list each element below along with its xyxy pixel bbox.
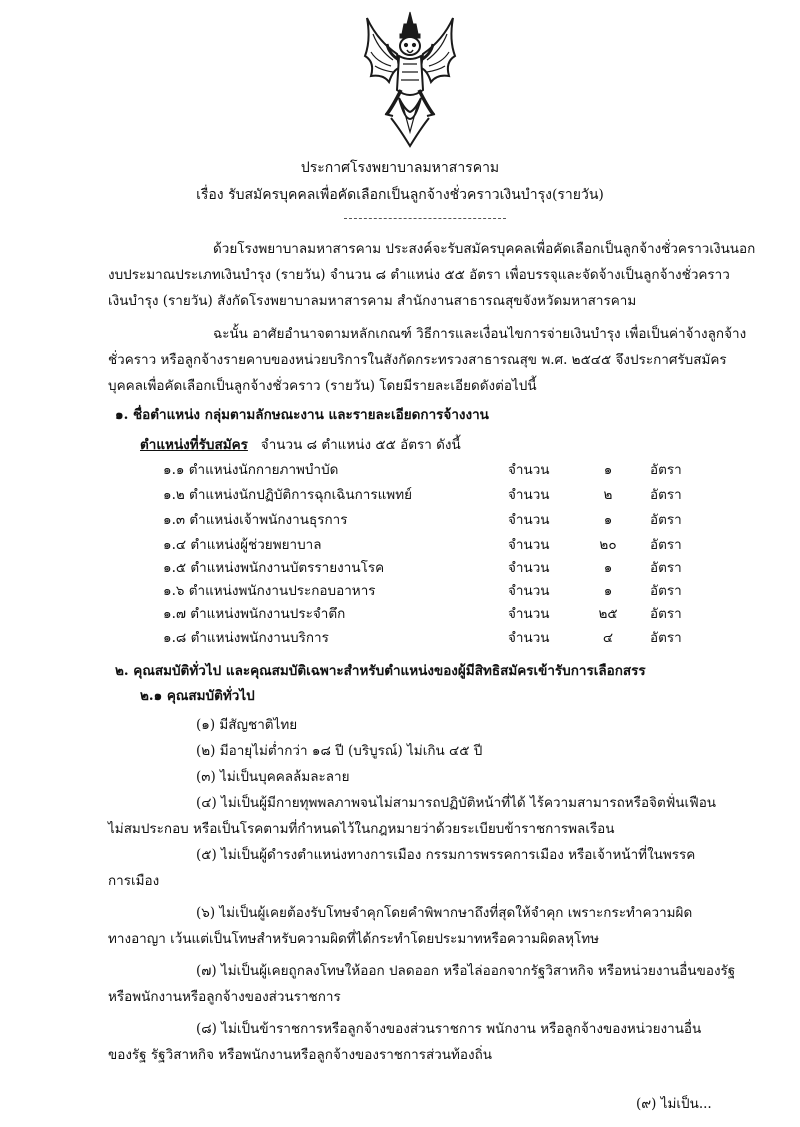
qualification-item-cont: ทางอาญา เว้นแต่เป็นโทษสำหรับความผิดที่ได้กระทำโดยประมาทหรือความผิดลหุโทษ [108, 931, 600, 947]
position-count-label: จำนวน [508, 462, 550, 478]
garuda-emblem-icon [363, 10, 457, 150]
position-name: ๑.๖ ตำแหน่งพนักงานประกอบอาหาร [163, 583, 376, 599]
position-name: ๑.๘ ตำแหน่งพนักงานบริการ [163, 630, 329, 646]
section2-1-heading: ๒.๑ คุณสมบัติทั่วไป [140, 688, 255, 704]
intro-p1-line-3: เงินบำรุง (รายวัน) สังกัดโรงพยาบาลมหาสารคาม สำนักงานสาธารณสุขจังหวัดมหาสารคาม [108, 293, 637, 309]
qualification-item: (๒) มีอายุไม่ต่ำกว่า ๑๘ ปี (บริบูรณ์) ไม่เกิน ๔๕ ปี [196, 743, 483, 759]
announcement-title: ประกาศโรงพยาบาลมหาสารคาม [300, 160, 500, 176]
position-unit: อัตรา [650, 487, 682, 503]
positions-count-summary: จำนวน ๘ ตำแหน่ง ๕๕ อัตรา ดังนี้ [260, 437, 461, 453]
qualification-item: (๖) ไม่เป็นผู้เคยต้องรับโทษจำคุกโดยคำพิพากษาถึงที่สุดให้จำคุก เพราะกระทำความผิด [196, 905, 693, 921]
position-count-label: จำนวน [508, 583, 550, 599]
position-name: ๑.๗ ตำแหน่งพนักงานประจำตึก [163, 606, 346, 622]
position-name: ๑.๑ ตำแหน่งนักกายภาพบำบัด [163, 462, 339, 478]
position-row [163, 606, 703, 626]
intro-p1-line-1: ด้วยโรงพยาบาลมหาสารคาม ประสงค์จะรับสมัครบุคคลเพื่อคัดเลือกเป็นลูกจ้างชั่วคราวเงินนอก [213, 241, 756, 257]
position-unit: อัตรา [650, 512, 682, 528]
qualification-item: (๔) ไม่เป็นผู้มีกายทุพพลภาพจนไม่สามารถปฏิบัติหน้าที่ได้ ไร้ความสามารถหรือจิตฟั่นเฟือน [196, 795, 717, 811]
position-name: ๑.๒ ตำแหน่งนักปฏิบัติการฉุกเฉินการแพทย์ [163, 487, 413, 503]
position-name: ๑.๓ ตำแหน่งเจ้าพนักงานธุรการ [163, 512, 348, 528]
positions-label: ตำแหน่งที่รับสมัคร [140, 437, 248, 453]
position-count: ๑ [603, 462, 613, 478]
qualification-item-cont: การเมือง [108, 873, 160, 889]
position-count: ๑ [603, 512, 613, 528]
position-row [163, 560, 703, 580]
section1-heading: ๑. ชื่อตำแหน่ง กลุ่มตามลักษณะงาน และรายละเอียดการจ้างงาน [115, 407, 489, 423]
position-unit: อัตรา [650, 606, 682, 622]
position-row [163, 630, 703, 650]
position-count: ๑ [603, 560, 613, 576]
position-count: ๔ [602, 630, 614, 646]
position-count-label: จำนวน [508, 537, 550, 553]
intro-p2-line-2: ชั่วคราว หรือลูกจ้างรายคาบของหน่วยบริการในสังกัดกระทรวงสาธารณสุข พ.ศ. ๒๕๔๕ จึงประกาศรับสมัคร [108, 352, 727, 368]
qualification-item: (๓) ไม่เป็นบุคคลล้มละลาย [196, 769, 350, 785]
position-row [163, 537, 703, 557]
position-unit: อัตรา [650, 462, 682, 478]
qualification-item: (๘) ไม่เป็นข้าราชการหรือลูกจ้างของส่วนราชการ พนักงาน หรือลูกจ้างของหน่วยงานอื่น [196, 1021, 702, 1037]
position-count-label: จำนวน [508, 560, 550, 576]
position-row [163, 512, 703, 532]
qualification-item: (๕) ไม่เป็นผู้ดำรงตำแหน่งทางการเมือง กรรมการพรรคการเมือง หรือเจ้าหน้าที่ในพรรค [196, 847, 696, 863]
position-count-label: จำนวน [508, 512, 550, 528]
position-unit: อัตรา [650, 630, 682, 646]
qualification-item: (๗) ไม่เป็นผู้เคยถูกลงโทษให้ออก ปลดออก หรือไล่ออกจากรัฐวิสาหกิจ หรือหน่วยงานอื่นของรัฐ [196, 963, 736, 979]
position-unit: อัตรา [650, 583, 682, 599]
position-count: ๒๕ [598, 606, 618, 622]
intro-p1-line-2: งบประมาณประเภทเงินบำรุง (รายวัน) จำนวน ๘ ตำแหน่ง ๕๕ อัตรา เพื่อบรรจุและจัดจ้างเป็นลูกจ้างชั่วคราว [108, 267, 730, 283]
position-name: ๑.๕ ตำแหน่งพนักงานบัตรรายงานโรค [163, 560, 385, 576]
qualification-item-cont: หรือพนักงานหรือลูกจ้างของส่วนราชการ [108, 989, 341, 1005]
title-divider [344, 218, 506, 219]
qualification-item-cont: ไม่สมประกอบ หรือเป็นโรคตามที่กำหนดไว้ในกฎหมายว่าด้วยระเบียบข้าราชการพลเรือน [108, 821, 615, 837]
position-row [163, 462, 703, 482]
position-unit: อัตรา [650, 560, 682, 576]
position-name: ๑.๔ ตำแหน่งผู้ช่วยพยาบาล [163, 537, 322, 553]
position-count-label: จำนวน [508, 487, 550, 503]
position-count-label: จำนวน [508, 606, 550, 622]
intro-p2-line-1: ฉะนั้น อาศัยอำนาจตามหลักเกณฑ์ วิธีการและเงื่อนไขการจ่ายเงินบำรุง เพื่อเป็นค่าจ้างลูกจ้าง [213, 326, 747, 342]
position-unit: อัตรา [650, 537, 682, 553]
position-row [163, 487, 703, 507]
position-row [163, 583, 703, 603]
positions-summary [140, 437, 461, 453]
position-count: ๒๐ [599, 537, 617, 553]
announcement-subject: เรื่อง รับสมัครบุคคลเพื่อคัดเลือกเป็นลูกจ้างชั่วคราวเงินบำรุง(รายวัน) [196, 187, 604, 203]
intro-p2-line-3: บุคคลเพื่อคัดเลือกเป็นลูกจ้างชั่วคราว (รายวัน) โดยมีรายละเอียดดังต่อไปนี้ [108, 378, 537, 394]
position-count: ๑ [603, 583, 613, 599]
position-count: ๒ [603, 487, 613, 503]
qualification-item: (๑) มีสัญชาติไทย [196, 717, 298, 733]
qualification-item-cont: ของรัฐ รัฐวิสาหกิจ หรือพนักงานหรือลูกจ้างของราชการส่วนท้องถิ่น [108, 1047, 493, 1063]
position-count-label: จำนวน [508, 630, 550, 646]
section2-heading: ๒. คุณสมบัติทั่วไป และคุณสมบัติเฉพาะสำหรับตำแหน่งของผู้มีสิทธิสมัครเข้ารับการเลือกสรร [115, 663, 646, 679]
page-continuation: (๙) ไม่เป็น... [636, 1096, 712, 1112]
